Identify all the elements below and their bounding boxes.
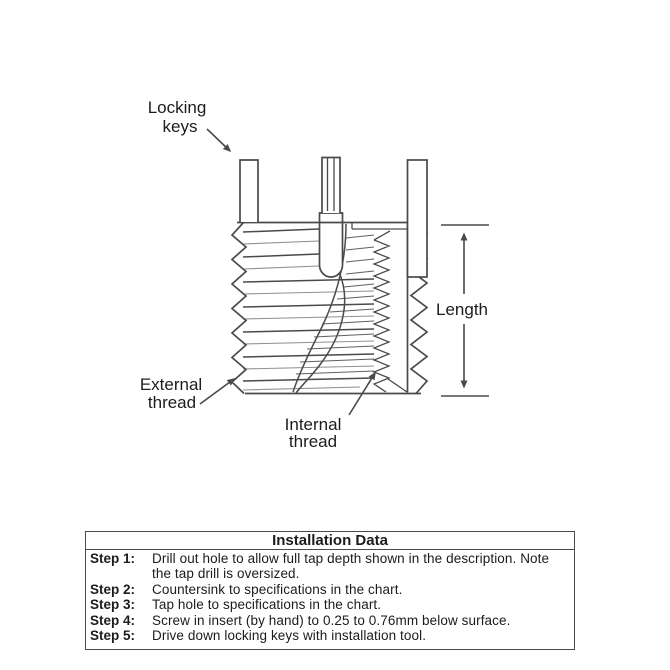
length-dimension — [436, 225, 489, 396]
step-2-text: Countersink to specifications in the chart. — [152, 581, 403, 597]
step-4-label: Step 4: — [90, 612, 136, 628]
table-row — [90, 613, 572, 628]
label-external-thread-line1: External — [139, 375, 203, 394]
table-row — [90, 551, 572, 582]
label-external-thread — [140, 375, 234, 412]
locking-key-right — [408, 160, 428, 277]
step-3-text: Tap hole to specifications in the chart. — [152, 597, 382, 613]
label-locking-keys-line2: keys — [162, 117, 198, 136]
table-row — [90, 628, 572, 643]
external-thread-leader-arrow — [200, 379, 234, 404]
locking-key-left — [240, 160, 258, 222]
step-4-text: Screw in insert (by hand) to 0.25 to 0.76mm below surface. — [152, 612, 511, 628]
step-5-label: Step 5: — [90, 628, 136, 644]
label-external-thread-line2: thread — [147, 393, 197, 412]
table-rows — [86, 550, 574, 643]
step-3-label: Step 3: — [90, 597, 136, 613]
left-external-thread-edge — [232, 222, 246, 394]
step-1-text: Drill out hole to allow full tap depth shown in the description. Note the tap drill is oversized. — [152, 551, 550, 582]
locking-key-middle — [322, 158, 340, 214]
external-thread-hatching — [243, 229, 374, 390]
label-length: Length — [436, 300, 488, 319]
label-internal-thread-line1: Internal — [284, 415, 342, 434]
step-2-label: Step 2: — [90, 581, 136, 597]
label-locking-keys — [148, 98, 230, 151]
step-1-label: Step 1: — [90, 551, 136, 566]
label-internal-thread — [285, 373, 375, 451]
table-row — [90, 582, 572, 597]
label-locking-keys-line1: Locking — [147, 98, 207, 117]
table-row — [90, 597, 572, 612]
locking-keys-leader-arrow — [207, 129, 230, 151]
step-5-text: Drive down locking keys with installation tool. — [152, 628, 427, 644]
table-title: Installation Data — [86, 532, 574, 550]
internal-thread-teeth — [374, 231, 407, 392]
label-internal-thread-line2: thread — [288, 432, 338, 451]
installation-data-table — [85, 531, 575, 650]
